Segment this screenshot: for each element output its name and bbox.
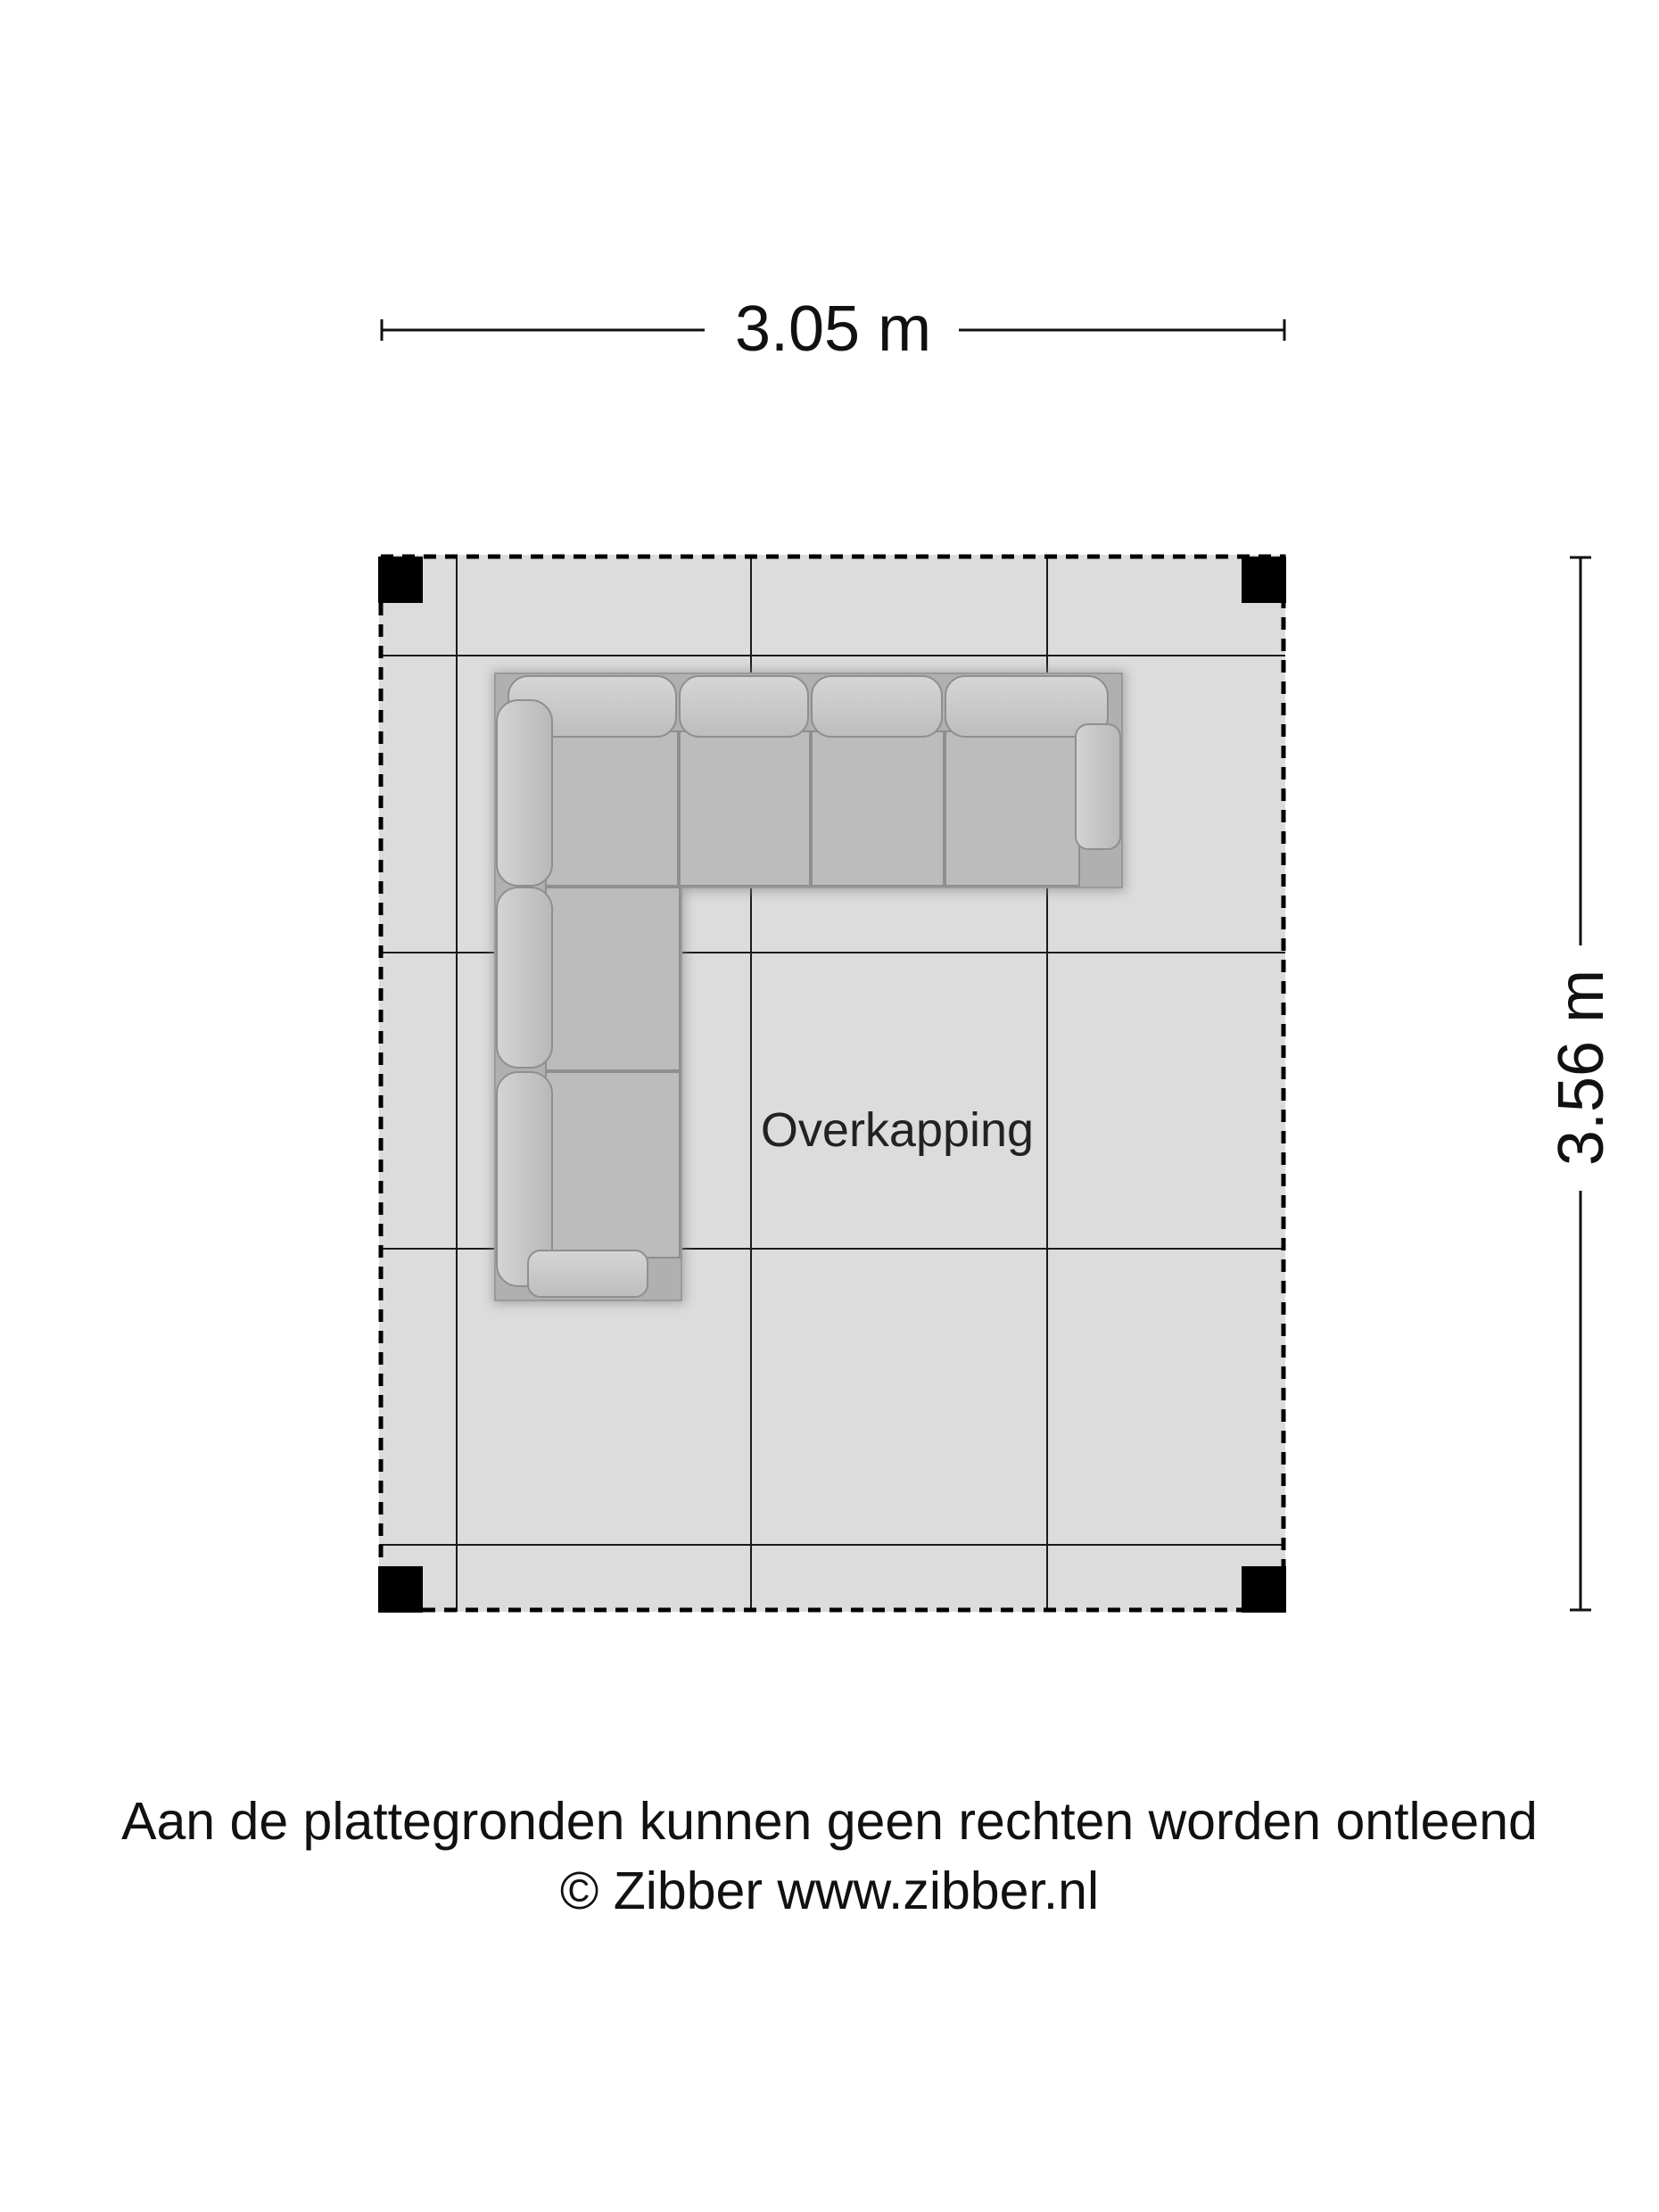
back-cushion [497,887,552,1068]
depth-label: 3.56 m [1546,969,1617,1167]
back-cushion [497,700,552,886]
seat-cushion [546,887,680,1070]
armrest-bottom [528,1250,648,1297]
footer-copyright: © Zibber www.zibber.nl [559,1861,1100,1920]
width-dimension [382,293,1284,365]
footer-disclaimer: Aan de plattegronden kunnen geen rechten worden ontleend [121,1792,1538,1851]
width-label: 3.05 m [734,293,932,365]
room-label: Overkapping [760,1103,1035,1157]
seat-cushion [546,731,678,886]
post-bottom-left [378,1566,423,1613]
back-cushion [680,676,808,737]
seat-cushion [546,1072,680,1258]
seat-cushion [680,731,810,886]
back-cushion [812,676,942,737]
post-bottom-right [1242,1566,1286,1613]
seat-cushion [945,731,1079,886]
armrest-right [1076,724,1120,849]
depth-dimension [1546,557,1617,1610]
post-top-right [1242,557,1286,603]
seat-cushion [812,731,944,886]
post-top-left [378,557,423,603]
